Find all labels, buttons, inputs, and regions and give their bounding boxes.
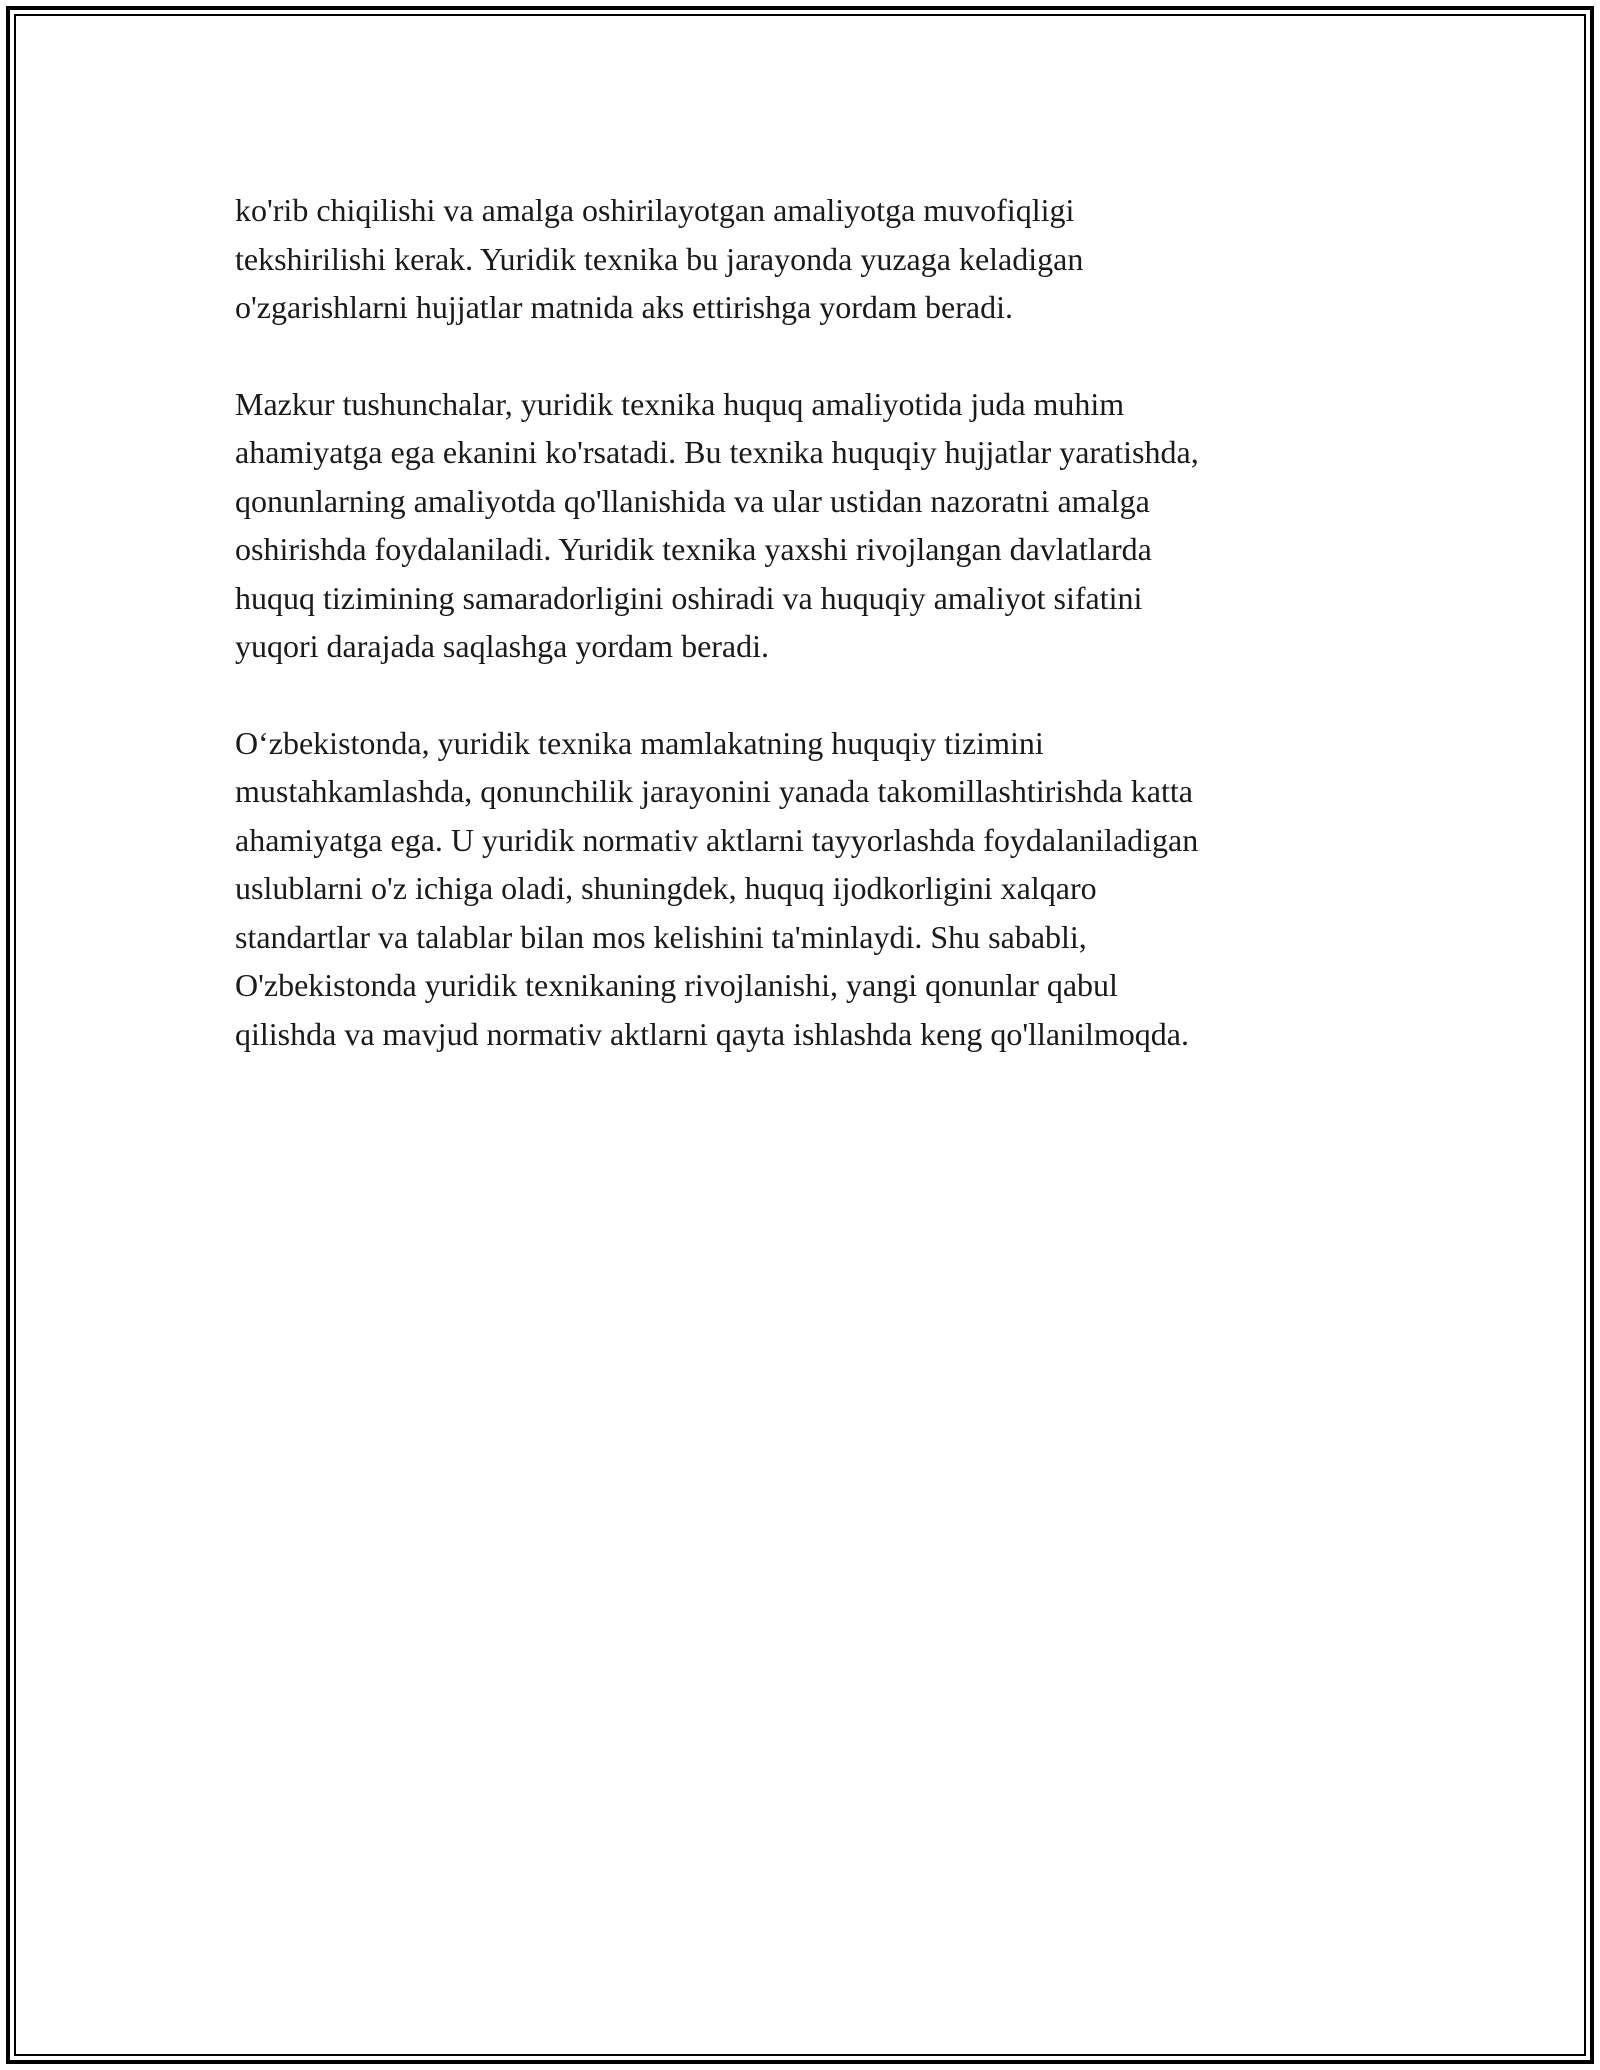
text-line: oshirishda foydalaniladi. Yuridik texnika yaxshi rivojlangan davlatlarda bbox=[235, 531, 1152, 567]
text-line: qilishda va mavjud normativ aktlarni qayta ishlashda keng qo'llanilmoqda. bbox=[235, 1015, 1189, 1052]
paragraph-3 bbox=[235, 719, 1365, 1059]
text-line: mustahkamlashda, qonunchilik jarayonini yanada takomillashtirishda katta bbox=[235, 773, 1193, 809]
text-line: O‘zbekistonda, yuridik texnika mamlakatning huquqiy tizimini bbox=[235, 724, 1044, 761]
text-line: O'zbekistonda yuridik texnikaning rivojlanishi, yangi qonunlar qabul bbox=[235, 967, 1118, 1003]
paragraph-2 bbox=[235, 380, 1365, 671]
text-line: ko'rib chiqilishi va amalga oshirilayotgan amaliyotga muvofiqligi bbox=[235, 192, 1075, 228]
text-line: huquq tizimining samaradorligini oshiradi va huquqiy amaliyot sifatini bbox=[235, 579, 1143, 616]
text-line: Mazkur tushunchalar, yuridik texnika huquq amaliyotida juda muhim bbox=[235, 385, 1125, 422]
text-line: ahamiyatga ega ekanini ko'rsatadi. Bu texnika huquqiy hujjatlar yaratishda, bbox=[235, 434, 1199, 470]
document-body bbox=[235, 186, 1365, 1058]
text-line: o'zgarishlarni hujjatlar matnida aks ettirishga yordam beradi. bbox=[235, 289, 1013, 325]
text-line: qonunlarning amaliyotda qo'llanishida va ular ustidan nazoratni amalga bbox=[235, 482, 1150, 519]
text-line: uslublarni o'z ichiga oladi, shuningdek, huquq ijodkorligini xalqaro bbox=[235, 870, 1097, 906]
text-line: yuqori darajada saqlashga yordam beradi. bbox=[235, 628, 770, 664]
text-line: standartlar va talablar bilan mos kelishini ta'minlaydi. Shu sababli, bbox=[235, 918, 1087, 955]
text-line: tekshirilishi kerak. Yuridik texnika bu jarayonda yuzaga keladigan bbox=[235, 240, 1084, 277]
paragraph-1 bbox=[235, 186, 1365, 332]
text-line: ahamiyatga ega. U yuridik normativ aktlarni tayyorlashda foydalaniladigan bbox=[235, 821, 1199, 858]
